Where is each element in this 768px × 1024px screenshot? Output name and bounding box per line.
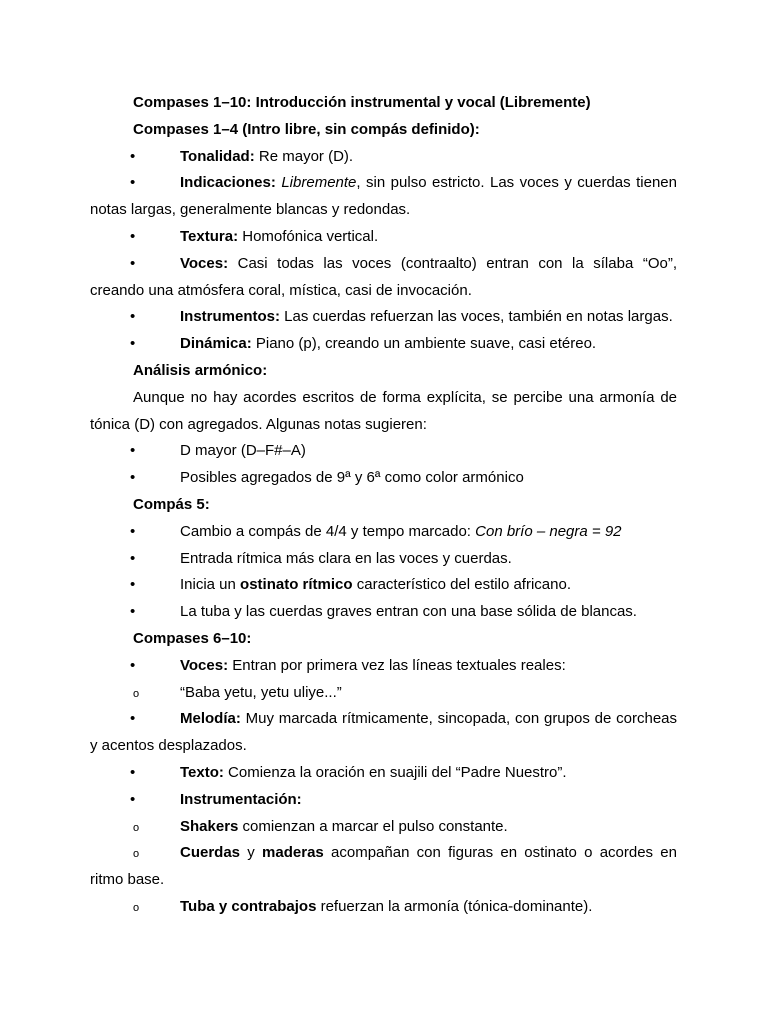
bullet-icon: • [130, 790, 136, 808]
sub-list-item: o Tuba y contrabajos refuerzan la armonía (tónica-dominante). [90, 894, 677, 921]
sub-list-item: o Cuerdas y maderas acompañan con figuras en ostinato o acordes en ritmo base. [90, 840, 677, 894]
list-item: • Melodía: Muy marcada rítmicamente, sincopada, con grupos de corcheas y acentos desplazados. [90, 706, 677, 760]
list-item: • Textura: Homofónica vertical. [90, 224, 677, 251]
bullet-icon: • [130, 227, 136, 245]
bullet-icon: • [130, 522, 136, 540]
circle-bullet-icon: o [133, 687, 140, 700]
list-item: • Instrumentos: Las cuerdas refuerzan las voces, también en notas largas. [90, 304, 677, 331]
bullet-icon: • [130, 254, 136, 272]
list-item: • D mayor (D–F#–A) [90, 438, 677, 465]
bullet-icon: • [130, 147, 136, 165]
bullet-icon: • [130, 442, 136, 460]
bullet-icon: • [130, 656, 136, 674]
subsection-heading: Compás 5: [133, 495, 210, 513]
list-item: • Dinámica: Piano (p), creando un ambiente suave, casi etéreo. [90, 331, 677, 358]
bullet-icon: • [130, 710, 136, 728]
list-item: • Posibles agregados de 9ª y 6ª como color armónico [90, 465, 677, 492]
circle-bullet-icon: o [133, 901, 140, 914]
list-item: • Instrumentación: [90, 787, 677, 814]
list-item: • Cambio a compás de 4/4 y tempo marcado: Con brío – negra = 92 [90, 519, 677, 546]
circle-bullet-icon: o [133, 821, 140, 834]
bullet-icon: • [130, 763, 136, 781]
bullet-icon: • [130, 308, 136, 326]
list-item: • Tonalidad: Re mayor (D). [90, 144, 677, 171]
sub-list-item: o “Baba yetu, yetu uliye...” [90, 680, 677, 707]
list-item: • La tuba y las cuerdas graves entran con una base sólida de blancas. [90, 599, 677, 626]
bullet-icon: • [130, 174, 136, 192]
section-heading: Compases 1–10: Introducción instrumental y vocal (Libremente) [133, 94, 591, 111]
list-item: • Indicaciones: Libremente, sin pulso estricto. Las voces y cuerdas tienen notas largas, generalmente blancas y redondas. [90, 170, 677, 224]
list-item: • Entrada rítmica más clara en las voces y cuerdas. [90, 546, 677, 573]
list-item: • Voces: Entran por primera vez las líneas textuales reales: [90, 653, 677, 680]
list-item: • Voces: Casi todas las voces (contraalto) entran con la sílaba “Oo”, creando una atmósfera coral, mística, casi de invocación. [90, 251, 677, 305]
document-page [90, 90, 677, 921]
list-item: • Inicia un ostinato rítmico característico del estilo africano. [90, 572, 677, 599]
subsection-heading: Análisis armónico: [133, 361, 268, 379]
sub-list-item: o Shakers comienzan a marcar el pulso constante. [90, 814, 677, 841]
list-item: • Texto: Comienza la oración en suajili del “Padre Nuestro”. [90, 760, 677, 787]
bullet-icon: • [130, 549, 136, 567]
paragraph: Aunque no hay acordes escritos de forma explícita, se percibe una armonía de tónica (D) con agregados. Algunas notas sugieren: [90, 388, 677, 433]
subsection-heading: Compases 6–10: [133, 629, 252, 647]
bullet-icon: • [130, 576, 136, 594]
subsection-heading: Compases 1–4 (Intro libre, sin compás definido): [133, 120, 480, 138]
bullet-icon: • [130, 335, 136, 353]
bullet-icon: • [130, 603, 136, 621]
circle-bullet-icon: o [133, 848, 140, 861]
bullet-icon: • [130, 469, 136, 487]
